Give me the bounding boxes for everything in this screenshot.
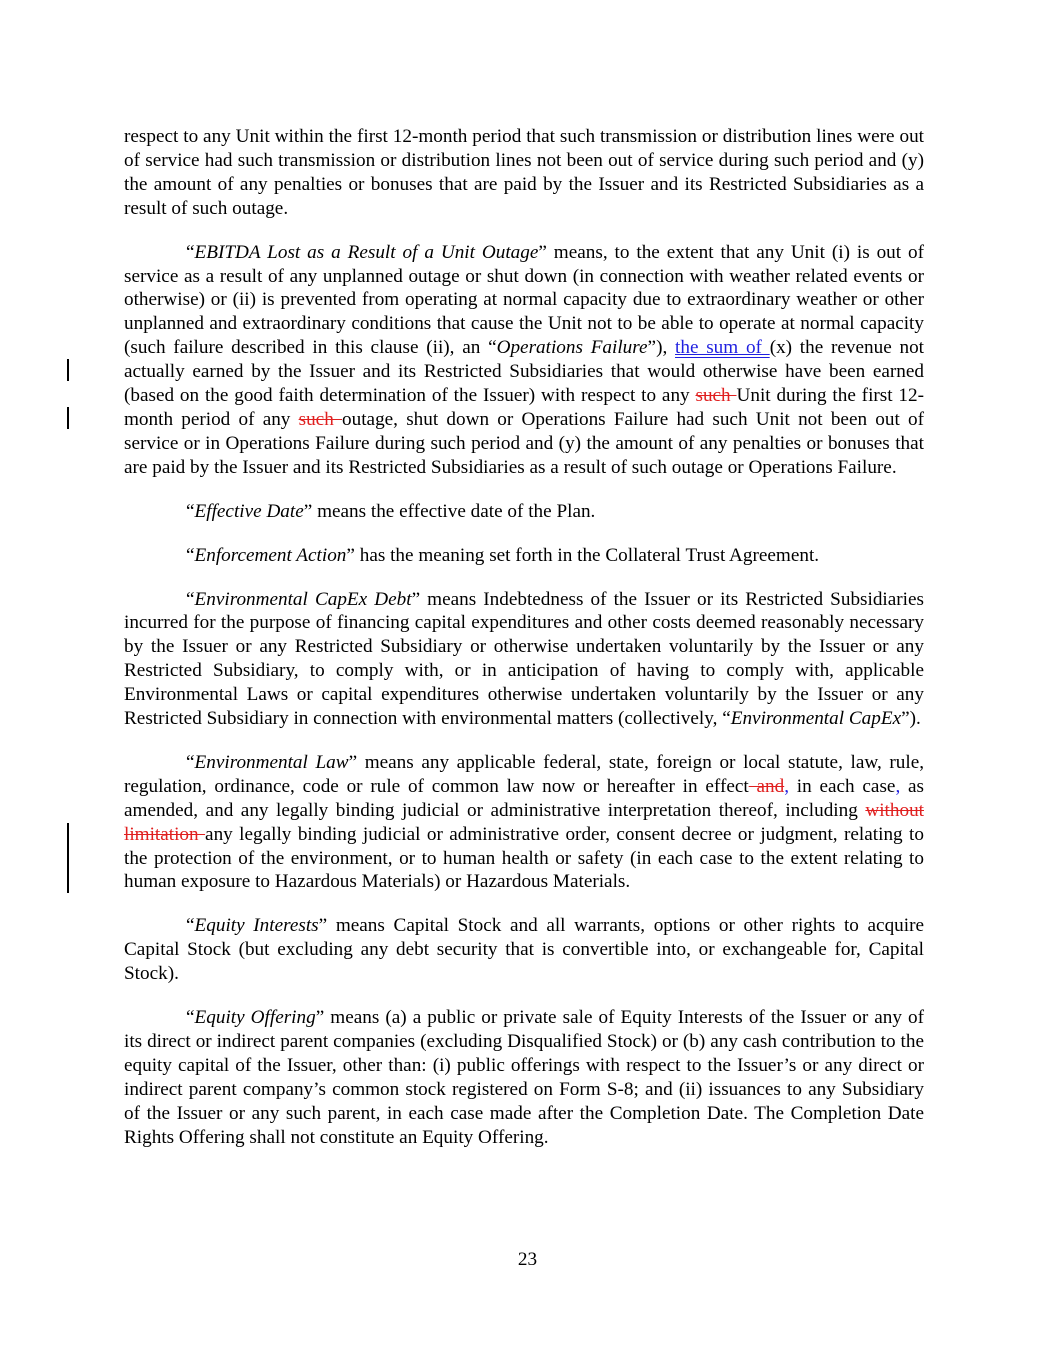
text-run: “ (186, 544, 195, 566)
defined-term: Environmental CapEx (730, 708, 902, 730)
text-run: ” means, to the extent that any Unit (i) is out of service as a result of any unplanned outage or shut down (in connection with weather related events or otherwise) or (ii) is prevented from operating at normal capacity due to extraordinary weather or other unplanned and extraordinary conditions that cause the Unit not to be able to operate at normal capacity (such failure described in this clause (ii), an “ (124, 241, 925, 359)
inserted-text: the sum of (675, 337, 770, 359)
defined-term: Equity Offering (194, 1007, 316, 1029)
change-bar (67, 823, 69, 893)
defined-term: EBITDA Lost as a Result of a Unit Outage (194, 241, 539, 263)
text-run: “ (186, 915, 195, 937)
change-bar (67, 359, 69, 381)
text-run: ” means any applicable federal, state, foreign or local statute, law, rule, regulation, ordinance, code or rule of common law now or hereafter in effect (124, 751, 925, 797)
defined-term: Equity Interests (194, 915, 319, 937)
definition-paragraph (124, 588, 924, 731)
deleted-text: without limitation (124, 799, 924, 845)
inserted-text: , (784, 775, 789, 797)
text-run: ” has the meaning set forth in the Collateral Trust Agreement. (346, 544, 820, 566)
text-run: “ (186, 500, 195, 522)
text-run: outage, shut down or Operations Failure had such Unit not been out of service or in Operations Failure during such period and (y) the amount of any penalties or bonuses that are paid by the Issuer and its Restricted Subsidiaries as a result of such outage or Operations Failure. (124, 408, 924, 478)
change-bar (67, 407, 69, 429)
text-run: ” means Capital Stock and all warrants, options or other rights to acquire Capital Stock (but excluding any debt security that is convertible into, or exchangeable for, Capital Stock). (124, 915, 924, 985)
definition-paragraph (124, 1006, 924, 1149)
defined-term: Operations Failure (496, 337, 648, 359)
text-run: ” means Indebtedness of the Issuer or its Restricted Subsidiaries incurred for the purpose of financing capital expenditures and other costs deemed reasonably necessary by the Issuer or any Restricted Subsidiary or otherwise undertaken voluntarily by the Issuer or any Restricted Subsidiary, to comply with, or in anticipation of having to comply with, applicable Environmental Laws or capital expenditures otherwise undertaken voluntarily by the Issuer or any Restricted Subsidiary in connection with environmental matters (collectively, “ (124, 588, 924, 730)
deleted-text: such (695, 385, 737, 407)
defined-term: Enforcement Action (194, 544, 347, 566)
text-run: (x) the revenue not actually earned by the Issuer and its Restricted Subsidiaries that would otherwise have been earned (based on the good faith determination of the Issuer) with respect to any (124, 337, 924, 407)
page-number: 23 (517, 1249, 538, 1270)
text-run: Unit during the first 12-month period of any (124, 385, 925, 430)
definition-paragraph (124, 125, 924, 221)
deleted-text: and (748, 775, 785, 797)
definition-paragraph (124, 500, 924, 524)
definition-paragraph (124, 751, 924, 894)
definition-paragraph (124, 544, 924, 568)
text-run: ”), (647, 337, 676, 359)
text-run: ” means the effective date of the Plan. (303, 500, 596, 522)
definition-paragraph (124, 914, 924, 986)
deleted-text: such (298, 408, 343, 430)
document-body (124, 125, 924, 1170)
defined-term: Effective Date (194, 500, 304, 522)
text-run: respect to any Unit within the first 12-month period that such transmission or distribution lines were out of service had such transmission or distribution lines not been out of service during such period and (y) the amount of any penalties or bonuses that are paid by the Issuer and its Restricted Subsidiaries as a result of such outage. (124, 126, 924, 219)
definition-paragraph (124, 241, 924, 480)
text-run: as amended, and any legally binding judicial or administrative interpretation thereof, including (124, 775, 924, 821)
text-run: ” means (a) a public or private sale of Equity Interests of the Issuer or any of its direct or indirect parent companies (excluding Disqualified Stock) or (b) any cash contribution to the equity capital of the Issuer, other than: (i) public offerings with respect to the Issuer’s or any direct or indirect parent company’s common stock registered on Form S-8; and (ii) issuances to any Subsidiary of the Issuer or any such parent, in each case made after the Completion Date. The Completion Date Rights Offering shall not constitute an Equity Offering. (124, 1007, 924, 1148)
inserted-text: , (895, 775, 901, 797)
text-run: “ (186, 1007, 195, 1029)
text-run: “ (186, 588, 195, 610)
defined-term: Environmental Law (194, 751, 349, 773)
text-run: “ (186, 241, 195, 263)
text-run: any legally binding judicial or administrative order, consent decree or judgment, relating to the protection of the environment, or to human health or safety (in each case to the extent relating to human exposure to Hazardous Materials) or Hazardous Materials. (124, 823, 924, 893)
text-run: “ (186, 751, 195, 773)
text-run: in each case (789, 775, 896, 797)
defined-term: Environmental CapEx Debt (194, 588, 412, 610)
text-run: ”). (901, 708, 921, 730)
